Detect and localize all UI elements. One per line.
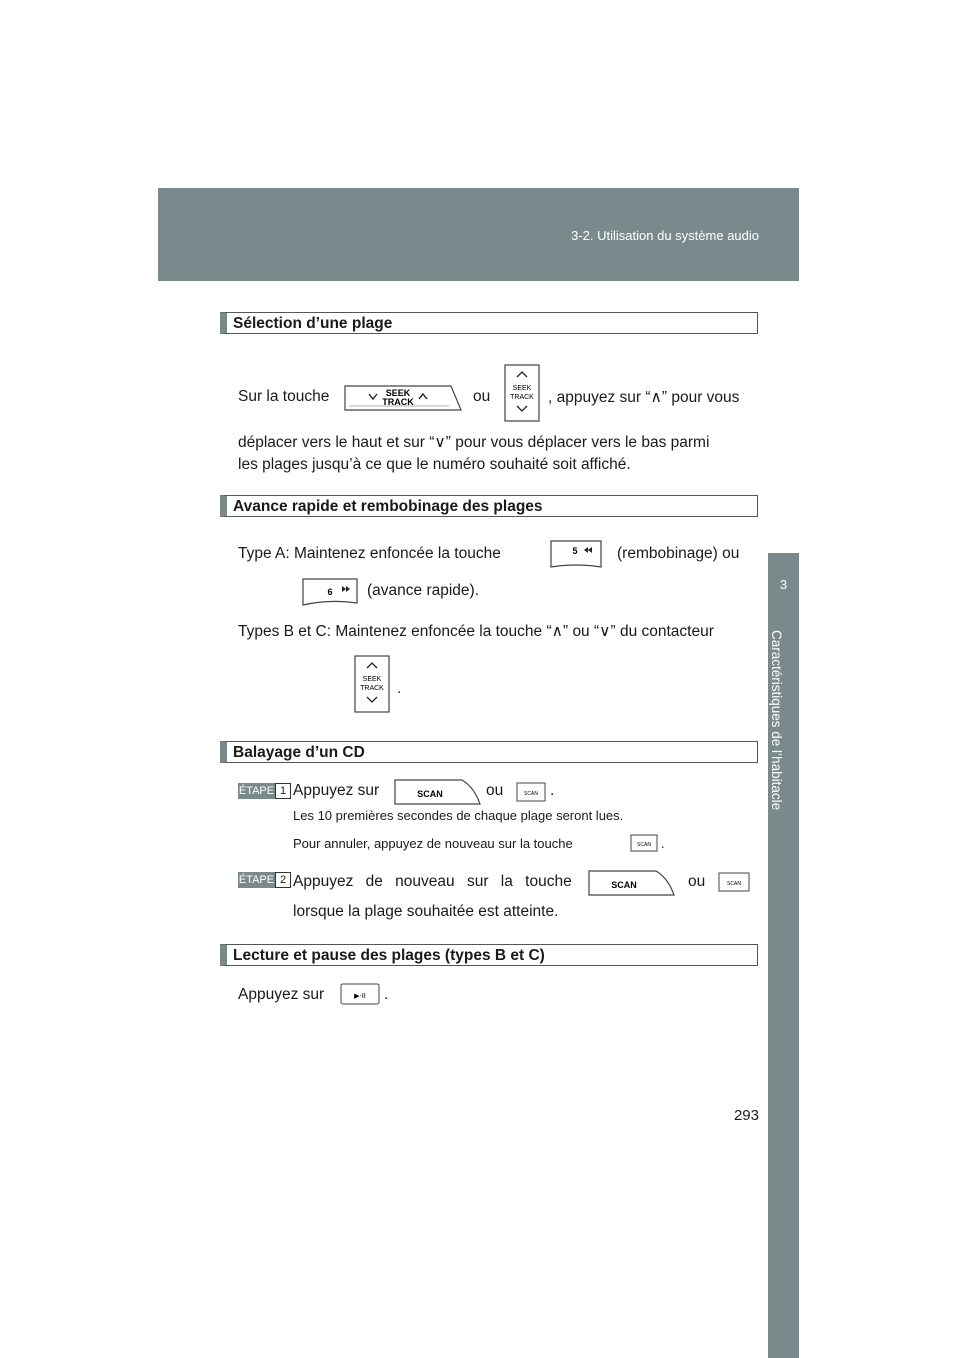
seek-track-vertical-button bbox=[504, 364, 540, 422]
scan-label: SCAN bbox=[611, 880, 637, 890]
section-title-text: Balayage d’un CD bbox=[233, 744, 365, 761]
body-text: (rembobinage) ou bbox=[617, 545, 740, 562]
scan-label: SCAN bbox=[524, 791, 538, 797]
body-text: Type A: Maintenez enfoncée la touche bbox=[238, 545, 501, 562]
page-number: 293 bbox=[733, 1107, 759, 1124]
section-title-text: Avance rapide et rembobinage des plages bbox=[233, 498, 543, 515]
body-text: ou bbox=[688, 873, 706, 890]
seek-track-steering-switch bbox=[354, 655, 390, 713]
body-text: ou bbox=[486, 782, 504, 799]
body-text: les plages jusqu’à ce que le numéro souhaité soit affiché. bbox=[238, 456, 631, 473]
step-number: 1 bbox=[275, 783, 291, 799]
chapter-tab bbox=[768, 553, 799, 621]
seek-label: SEEK bbox=[362, 676, 382, 683]
section-title-text: Lecture et pause des plages (types B et C) bbox=[233, 947, 545, 964]
step-number: 2 bbox=[275, 872, 291, 888]
step-2-badge bbox=[238, 872, 290, 888]
body-text: ou bbox=[473, 388, 491, 405]
play-pause-icon: ▶·II bbox=[354, 992, 366, 1000]
note-text: Les 10 premières secondes de chaque plage seront lues. bbox=[293, 808, 624, 823]
preset-6-fast-forward-button bbox=[302, 578, 358, 606]
body-text: Appuyez sur bbox=[293, 782, 380, 799]
header-band bbox=[158, 188, 799, 281]
scan-button-small bbox=[516, 782, 546, 802]
section-title-play-pause bbox=[220, 944, 758, 966]
body-text: Appuyez sur bbox=[238, 986, 325, 1003]
scan-button-small bbox=[718, 872, 750, 892]
preset-5-label: 5 bbox=[572, 546, 578, 556]
scan-button-large bbox=[588, 870, 676, 896]
body-text: (avance rapide). bbox=[367, 582, 480, 599]
seek-label: SEEK bbox=[512, 385, 532, 392]
body-text: . bbox=[384, 986, 389, 1003]
play-pause-button bbox=[340, 983, 380, 1005]
body-text: déplacer vers le haut et sur “∨” pour vous déplacer vers le bas parmi bbox=[238, 434, 710, 451]
track-label: TRACK bbox=[382, 397, 414, 407]
chapter-label: Caractéristiques de l’habitacle bbox=[769, 630, 784, 811]
scan-label: SCAN bbox=[727, 881, 741, 887]
chapter-number: 3 bbox=[779, 577, 788, 592]
note-text: Pour annuler, appuyez de nouveau sur la touche bbox=[293, 836, 573, 851]
track-label: TRACK bbox=[510, 394, 534, 401]
preset-5-rewind-button bbox=[550, 540, 602, 568]
section-title-track-selection bbox=[220, 312, 758, 334]
section-title-fast-forward bbox=[220, 495, 758, 517]
scan-button-small bbox=[630, 834, 658, 852]
track-label: TRACK bbox=[360, 685, 384, 692]
body-text: . bbox=[550, 782, 555, 799]
seek-label: SEEK bbox=[385, 388, 411, 398]
section-title-cd-scan bbox=[220, 741, 758, 763]
section-title-text: Sélection d’une plage bbox=[233, 315, 393, 332]
body-text: , appuyez sur “∧” pour vous bbox=[548, 389, 740, 406]
step-label: ÉTAPE bbox=[238, 785, 275, 797]
body-text: Sur la touche bbox=[238, 388, 330, 405]
scan-label: SCAN bbox=[637, 842, 651, 848]
section-heading: 3-2. Utilisation du système audio bbox=[571, 228, 759, 243]
step-1-badge bbox=[238, 783, 290, 799]
preset-6-label: 6 bbox=[327, 587, 333, 597]
body-text: lorsque la plage souhaitée est atteinte. bbox=[293, 903, 559, 920]
scan-button-large bbox=[394, 779, 482, 805]
step-label: ÉTAPE bbox=[238, 874, 275, 886]
note-text: . bbox=[661, 836, 665, 851]
scan-label: SCAN bbox=[417, 789, 443, 799]
body-text: Types B et C: Maintenez enfoncée la touche “∧” ou “∨” du contacteur bbox=[238, 623, 714, 640]
body-text: . bbox=[397, 680, 402, 697]
body-text: Appuyez de nouveau sur la touche bbox=[293, 873, 572, 890]
seek-track-horizontal-button bbox=[343, 382, 463, 412]
